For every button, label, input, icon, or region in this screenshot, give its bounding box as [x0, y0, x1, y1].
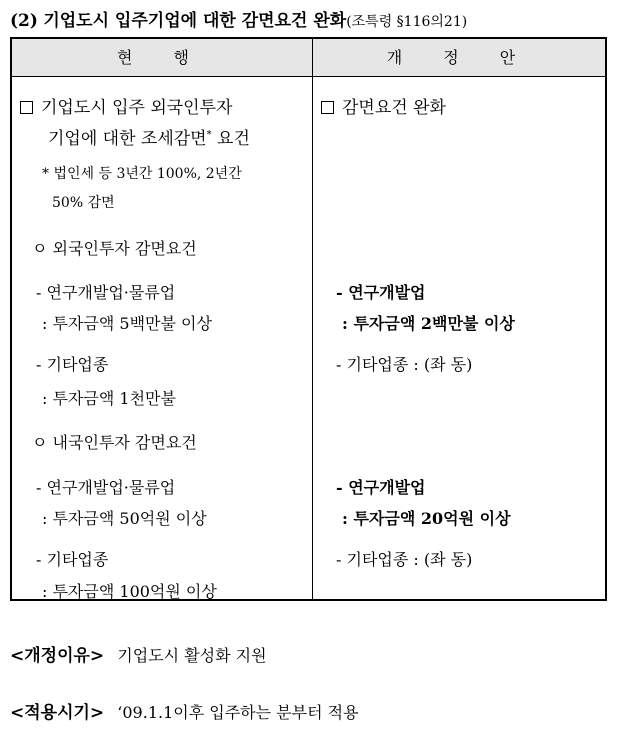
- current-foreign-other: - 기타업종: [36, 355, 109, 374]
- proposed-main-item: 감면요건 완화: [321, 93, 446, 118]
- proposed-foreign-other: - 기타업종 : (좌 동): [336, 355, 473, 374]
- section-heading: [10, 6, 467, 31]
- proposed-domestic-rd-amount: : 투자금액 20억원 이상: [342, 509, 511, 528]
- law-reference: (조특령 §116의21): [346, 14, 468, 30]
- revision-reason-text: 기업도시 활성화 지원: [117, 646, 267, 665]
- current-foreign-other-amount: : 투자금액 1천만불: [42, 389, 176, 408]
- proposed-foreign-rd-amount: : 투자금액 2백만불 이상: [342, 314, 515, 333]
- header-proposed: 개 정 안: [386, 48, 534, 67]
- foreign-investment-heading: ㅇ 외국인투자 감면요건: [32, 239, 197, 258]
- current-note-line2: 50% 감면: [52, 195, 115, 211]
- section-title: 기업도시 입주기업에 대한 감면요건 완화: [43, 11, 347, 31]
- section-number: (2): [10, 11, 38, 31]
- current-foreign-rd: - 연구개발업·물류업: [36, 283, 176, 302]
- checkbox-square-icon: [321, 101, 334, 114]
- revision-reason: [10, 641, 267, 666]
- current-main-item-line2: 기업에 대한 조세감면* 요건: [48, 129, 250, 149]
- proposed-domestic-other: - 기타업종 : (좌 동): [336, 550, 473, 569]
- effective-date: [10, 698, 359, 723]
- comparison-table: [10, 37, 607, 601]
- header-current: 현 행: [117, 48, 207, 67]
- table-header-row: [12, 39, 605, 77]
- current-domestic-rd: - 연구개발업·물류업: [36, 478, 176, 497]
- revision-reason-label: <개정이유>: [10, 646, 105, 666]
- effective-date-label: <적용시기>: [10, 703, 105, 723]
- footnote-marker: *: [206, 129, 212, 141]
- current-note-line1: * 법인세 등 3년간 100%, 2년간: [42, 166, 242, 182]
- proposed-domestic-rd: - 연구개발업: [336, 478, 426, 497]
- current-domestic-rd-amount: : 투자금액 50억원 이상: [42, 509, 207, 528]
- effective-date-text: ‘09.1.1이후 입주하는 분부터 적용: [117, 703, 359, 722]
- current-main-item-line1: 기업도시 입주 외국인투자: [20, 93, 232, 118]
- current-domestic-other: - 기타업종: [36, 550, 109, 569]
- current-domestic-other-amount: : 투자금액 100억원 이상: [42, 582, 217, 601]
- column-divider: [312, 39, 313, 599]
- checkbox-square-icon: [20, 101, 33, 114]
- current-foreign-rd-amount: : 투자금액 5백만불 이상: [42, 314, 212, 333]
- domestic-investment-heading: ㅇ 내국인투자 감면요건: [32, 433, 197, 452]
- proposed-foreign-rd: - 연구개발업: [336, 283, 426, 302]
